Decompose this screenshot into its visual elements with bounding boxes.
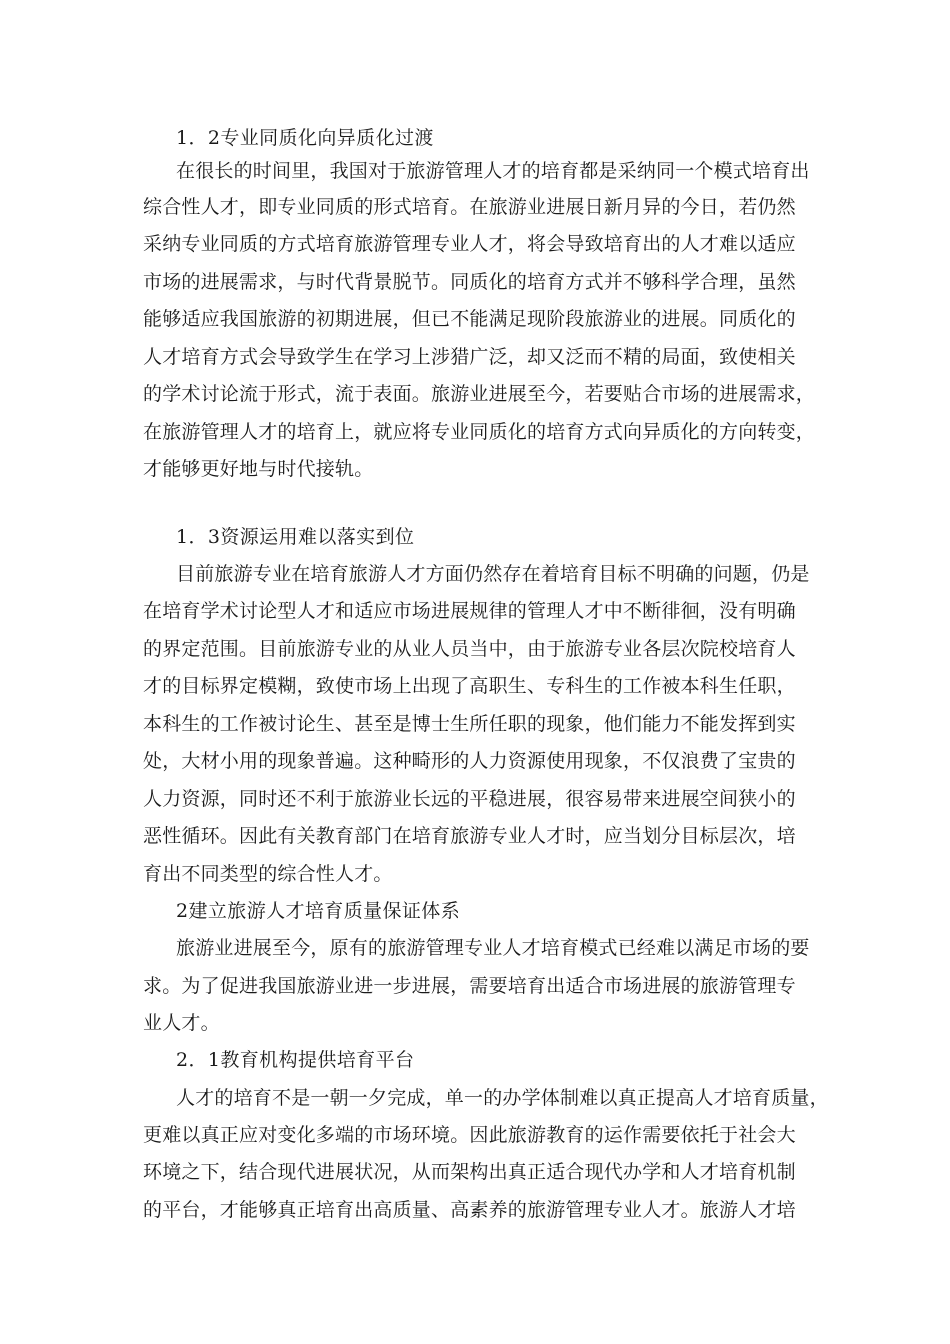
section-heading-2: 2建立旅游人才培育质量保证体系	[176, 900, 461, 922]
paragraph-line: 才能够更好地与时代接轨。	[143, 458, 374, 480]
paragraph-line: 综合性人才，即专业同质的形式培育。在旅游业进展日新月异的今日，若仍然	[143, 196, 796, 218]
paragraph-line: 环境之下，结合现代进展状况，从而架构出真正适合现代办学和人才培育机制	[143, 1161, 796, 1183]
paragraph-line: 的学术讨论流于形式，流于表面。旅游业进展至今，若要贴合市场的进展需求，	[143, 383, 816, 405]
section-heading-1-3: 1．3资源运用难以落实到位	[176, 526, 415, 548]
section-heading-1-2: 1．2专业同质化向异质化过渡	[176, 127, 434, 149]
paragraph-line: 求。为了促进我国旅游业进一步进展，需要培育出适合市场进展的旅游管理专	[143, 975, 796, 997]
paragraph-line: 能够适应我国旅游的初期进展，但已不能满足现阶段旅游业的进展。同质化的	[143, 308, 796, 330]
paragraph-line: 恶性循环。因此有关教育部门在培育旅游专业人才时，应当划分目标层次，培	[143, 825, 796, 847]
paragraph-line: 更难以真正应对变化多端的市场环境。因此旅游教育的运作需要依托于社会大	[143, 1124, 796, 1146]
paragraph-line: 业人才。	[143, 1012, 220, 1034]
paragraph-line: 采纳专业同质的方式培育旅游管理专业人才，将会导致培育出的人才难以适应	[143, 233, 796, 255]
paragraph-line: 目前旅游专业在培育旅游人才方面仍然存在着培育目标不明确的问题，仍是	[176, 563, 810, 585]
paragraph-line: 人力资源，同时还不利于旅游业长远的平稳进展，很容易带来进展空间狭小的	[143, 788, 796, 810]
paragraph-line: 人才培育方式会导致学生在学习上涉猎广泛，却又泛而不精的局面，致使相关	[143, 346, 796, 368]
paragraph-line: 才的目标界定模糊，致使市场上出现了高职生、专科生的工作被本科生任职，	[143, 675, 796, 697]
paragraph-line: 处，大材小用的现象普遍。这种畸形的人力资源使用现象，不仅浪费了宝贵的	[143, 750, 796, 772]
paragraph-line: 育出不同类型的综合性人才。	[143, 863, 393, 885]
paragraph-line: 旅游业进展至今，原有的旅游管理专业人才培育模式已经难以满足市场的要	[176, 937, 810, 959]
paragraph-line: 在培育学术讨论型人才和适应市场进展规律的管理人才中不断徘徊，没有明确	[143, 600, 796, 622]
paragraph-line: 人才的培育不是一朝一夕完成，单一的办学体制难以真正提高人才培育质量，	[176, 1087, 829, 1109]
paragraph-line: 在旅游管理人才的培育上，就应将专业同质化的培育方式向异质化的方向转变，	[143, 421, 816, 443]
section-heading-2-1: 2．1教育机构提供培育平台	[176, 1049, 415, 1071]
paragraph-line: 在很长的时间里，我国对于旅游管理人才的培育都是采纳同一个模式培育出	[176, 160, 810, 182]
paragraph-line: 本科生的工作被讨论生、甚至是博士生所任职的现象，他们能力不能发挥到实	[143, 713, 796, 735]
paragraph-line: 的界定范围。目前旅游专业的从业人员当中，由于旅游专业各层次院校培育人	[143, 638, 796, 660]
paragraph-line: 市场的进展需求，与时代背景脱节。同质化的培育方式并不够科学合理，虽然	[143, 271, 796, 293]
paragraph-line: 的平台，才能够真正培育出高质量、高素养的旅游管理专业人才。旅游人才培	[143, 1199, 796, 1221]
